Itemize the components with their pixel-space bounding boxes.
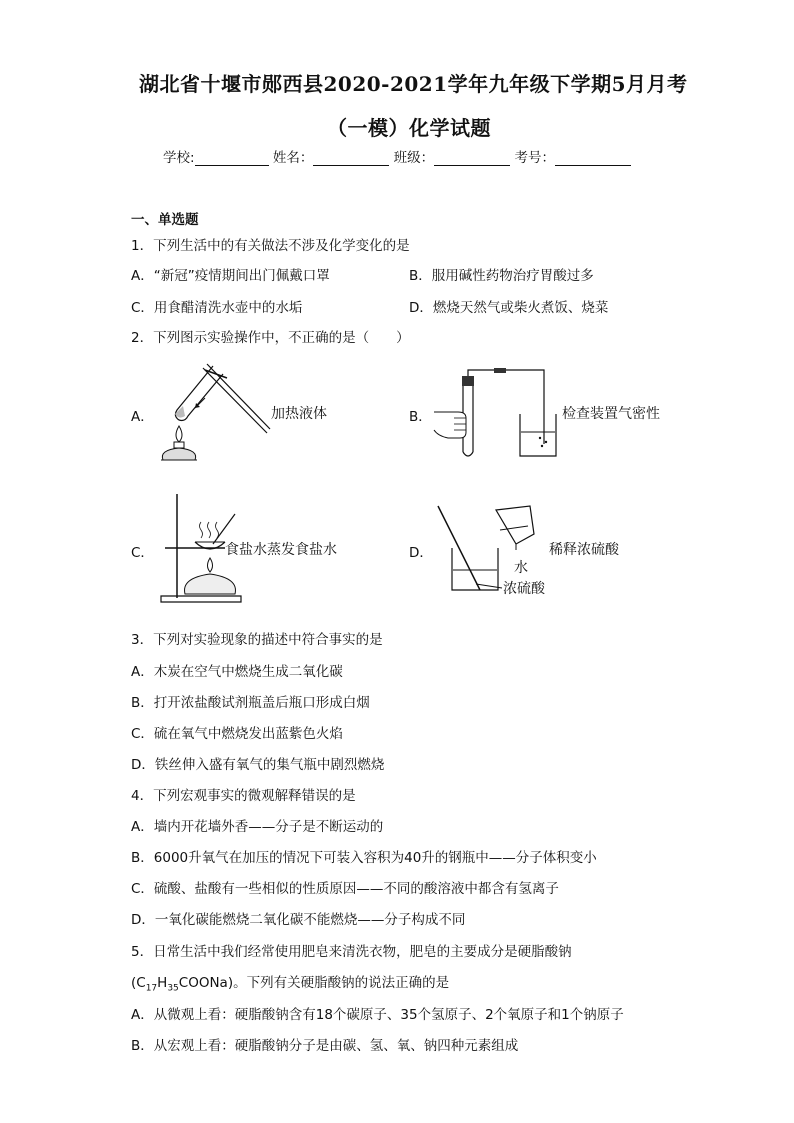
formula-sub-35: 35 xyxy=(167,983,179,994)
q2-d-acid-label: 浓硫酸 xyxy=(503,581,545,597)
student-info-row xyxy=(163,146,631,166)
formula-pre: (C xyxy=(131,975,146,991)
q2-a-label: 加热液体 xyxy=(271,406,327,422)
q2-option-d-letter[interactable]: D． xyxy=(409,545,433,561)
q4-option-c[interactable]: C．硫酸、盐酸有一些相似的性质原因——不同的酸溶液中都含有氢离子 xyxy=(131,881,559,897)
q4-stem: 4．下列宏观事实的微观解释错误的是 xyxy=(131,788,356,804)
name-label: 姓名： xyxy=(272,150,314,166)
number-blank[interactable] xyxy=(555,151,631,166)
class-label: 班级： xyxy=(393,150,435,166)
q2-option-a-letter[interactable]: A． xyxy=(131,409,154,425)
q1-option-c[interactable]: C．用食醋清洗水壶中的水垢 xyxy=(131,300,303,316)
school-blank[interactable] xyxy=(195,151,269,166)
page-title-line1: 湖北省十堰市郧西县2020-2021学年九年级下学期5月月考 xyxy=(139,72,688,96)
q2-d-label: 稀释浓硫酸 xyxy=(549,542,619,558)
formula-sub-17: 17 xyxy=(145,983,158,994)
page-title-line2: （一模）化学试题 xyxy=(327,116,491,140)
airtightness-figure xyxy=(432,366,572,461)
q3-option-d[interactable]: D．铁丝伸入盛有氧气的集气瓶中剧烈燃烧 xyxy=(131,757,385,773)
number-label: 考号： xyxy=(514,150,555,166)
q3-option-c[interactable]: C．硫在氧气中燃烧发出蓝紫色火焰 xyxy=(131,726,343,742)
q3-stem: 3．下列对实验现象的描述中符合事实的是 xyxy=(131,632,383,648)
q1-option-a[interactable]: A．“新冠”疫情期间出门佩戴口罩 xyxy=(131,268,330,284)
q5-option-a[interactable]: A．从微观上看：硬脂酸钠含有18个碳原子、35个氢原子、2个氧原子和1个钠原子 xyxy=(131,1007,624,1023)
q5-option-b[interactable]: B．从宏观上看：硬脂酸钠分子是由碳、氢、氧、钠四种元素组成 xyxy=(131,1038,519,1054)
q1-stem: 1．下列生活中的有关做法不涉及化学变化的是 xyxy=(131,238,410,254)
q5-stem: 5．日常生活中我们经常使用肥皂来清洗衣物，肥皂的主要成分是硬脂酸钠 xyxy=(131,944,572,960)
formula-post: COONa)。下列有关硬脂酸钠的说法正确的是 xyxy=(178,975,450,991)
q4-option-a[interactable]: A．墙内开花墙外香——分子是不断运动的 xyxy=(131,819,384,835)
q2-stem: 2．下列图示实验操作中，不正确的是（ ） xyxy=(131,330,410,346)
q2-d-water-label: 水 xyxy=(514,560,528,576)
q5-formula-line xyxy=(131,971,449,994)
class-blank[interactable] xyxy=(434,151,510,166)
q2-option-b-letter[interactable]: B． xyxy=(409,409,432,425)
q3-option-b[interactable]: B．打开浓盐酸试剂瓶盖后瓶口形成白烟 xyxy=(131,695,370,711)
q1-option-d[interactable]: D．燃烧天然气或柴火煮饭、烧菜 xyxy=(409,300,609,316)
q4-option-d[interactable]: D．一氧化碳能燃烧二氧化碳不能燃烧——分子构成不同 xyxy=(131,912,466,928)
q2-b-label: 检查装置气密性 xyxy=(562,406,660,422)
section-heading: 一、单选题 xyxy=(131,212,199,228)
q1-option-b[interactable]: B．服用碱性药物治疗胃酸过多 xyxy=(409,268,594,284)
q2-option-c-letter[interactable]: C． xyxy=(131,545,154,561)
formula-mid: H xyxy=(157,975,168,991)
q3-option-a[interactable]: A．木炭在空气中燃烧生成二氧化碳 xyxy=(131,664,343,680)
q2-c-label: 食盐水蒸发食盐水 xyxy=(225,542,337,558)
q4-option-b[interactable]: B．6000升氧气在加压的情况下可装入容积为40升的钢瓶中——分子体积变小 xyxy=(131,850,597,866)
name-blank[interactable] xyxy=(313,151,389,166)
school-label: 学校: xyxy=(163,150,195,166)
heating-liquid-figure xyxy=(155,358,275,468)
